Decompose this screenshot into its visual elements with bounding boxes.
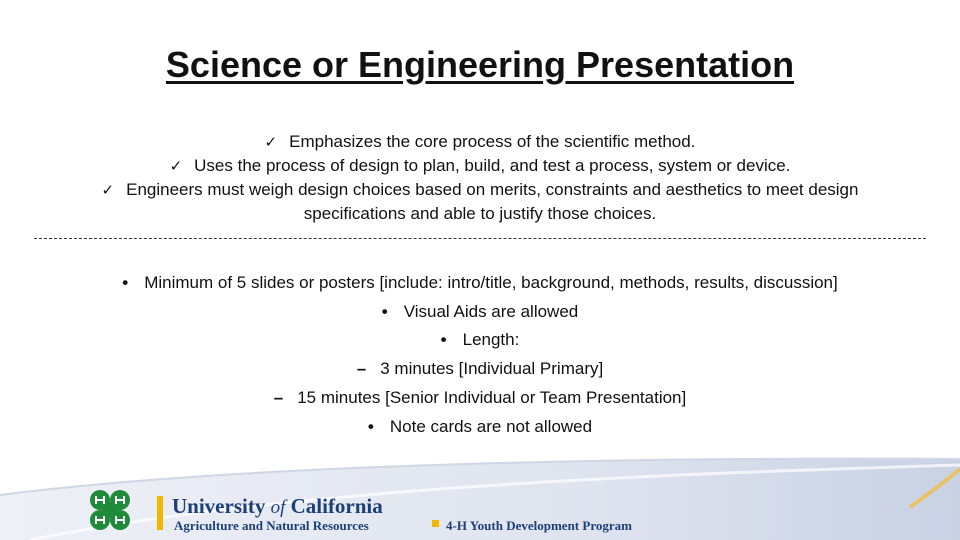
uc-gold-bar: [157, 496, 163, 530]
bullet-icon: •: [381, 301, 388, 321]
checkmark-icon: ✓: [169, 157, 183, 175]
dash-icon: –: [356, 359, 367, 379]
checklist-item: ✓ Emphasizes the core process of the scientific method.: [40, 130, 920, 154]
requirement-subitem: – 3 minutes [Individual Primary]: [0, 355, 960, 384]
4-h-clover-icon: [80, 487, 140, 533]
gold-square-icon: [432, 520, 439, 527]
requirement-item: • Minimum of 5 slides or posters [include: intro/title, background, methods, results, discussion]: [0, 269, 960, 298]
checkmark-icon: ✓: [101, 181, 115, 199]
requirement-item: • Note cards are not allowed: [0, 413, 960, 442]
checklist: [40, 130, 920, 225]
checklist-item-continuation: specifications and able to justify those choices.: [303, 204, 657, 223]
anr-subtitle: Agriculture and Natural Resources: [174, 518, 369, 533]
program-name: 4-H Youth Development Program: [446, 518, 632, 533]
dash-icon: –: [273, 387, 284, 407]
bullet-icon: •: [367, 416, 374, 436]
checklist-item: ✓ Uses the process of design to plan, build, and test a process, system or device.: [40, 154, 920, 178]
checkmark-icon: ✓: [264, 133, 278, 151]
requirement-subitem: – 15 minutes [Senior Individual or Team Presentation]: [0, 384, 960, 413]
uc-logo-title: University of California: [172, 494, 383, 518]
checklist-item: ✓ Engineers must weigh design choices based on merits, constraints and aesthetics to meet design: [40, 178, 920, 202]
bullet-icon: •: [440, 330, 447, 350]
requirements-list: [0, 269, 960, 441]
dashed-divider: [34, 238, 926, 239]
requirement-item: • Visual Aids are allowed: [0, 298, 960, 327]
slide-title: Science or Engineering Presentation: [165, 44, 795, 85]
requirement-item: • Length:: [0, 326, 960, 355]
bullet-icon: •: [122, 273, 129, 292]
